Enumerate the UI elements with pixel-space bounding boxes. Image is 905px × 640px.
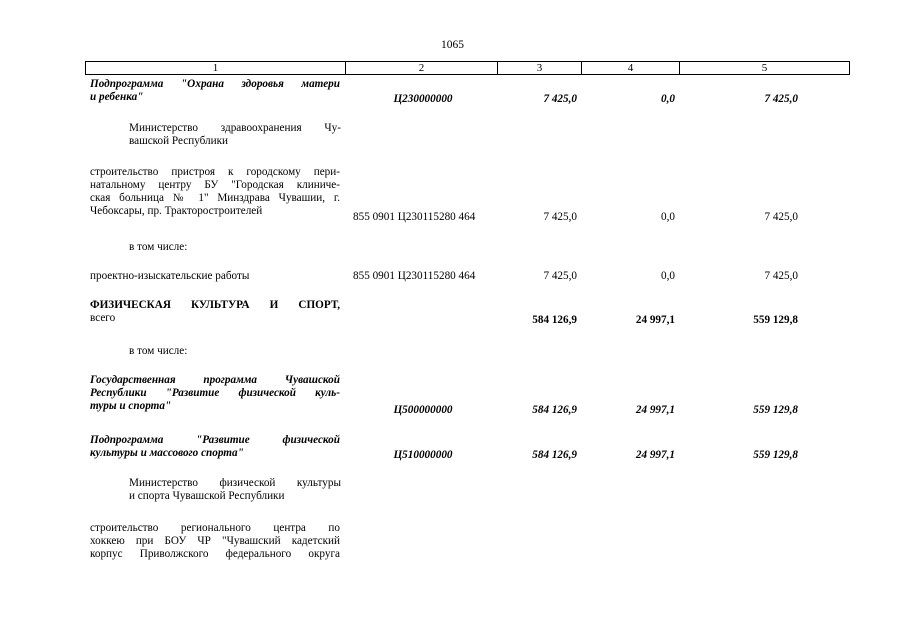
row-name-line: Государственная программа Чувашской bbox=[90, 374, 340, 386]
row-name-line: Чебоксары, пр. Тракторостроителей bbox=[90, 205, 263, 217]
row-code: Ц500000000 bbox=[393, 404, 453, 416]
row-name bbox=[90, 78, 340, 104]
row-name-line: натальному центру БУ "Городская клиниче- bbox=[90, 179, 340, 191]
row-name bbox=[129, 477, 341, 503]
row-value-5: 7 425,0 bbox=[764, 270, 798, 282]
row-name-line: Министерство физической культуры bbox=[129, 477, 341, 489]
row-value-3: 7 425,0 bbox=[543, 93, 577, 105]
row-name-line: и спорта Чувашской Республики bbox=[129, 490, 285, 502]
table-header bbox=[85, 61, 850, 75]
row-name bbox=[90, 374, 340, 413]
header-col-1: 1 bbox=[86, 62, 346, 74]
row-name-line: культуры и массового спорта" bbox=[90, 447, 244, 459]
row-name-line: в том числе: bbox=[129, 345, 188, 357]
row-value-3: 584 126,9 bbox=[532, 314, 577, 326]
row-value-5: 7 425,0 bbox=[764, 93, 798, 105]
row-name bbox=[90, 166, 340, 218]
row-value-3: 584 126,9 bbox=[532, 449, 577, 461]
row-name-line: Подпрограмма "Развитие физической bbox=[90, 434, 340, 446]
row-name-line: проектно-изыскательские работы bbox=[90, 270, 250, 282]
row-name-line: строительство регионального центра по bbox=[90, 522, 340, 534]
header-col-4: 4 bbox=[582, 62, 680, 74]
row-value-3: 7 425,0 bbox=[543, 211, 577, 223]
row-value-4: 24 997,1 bbox=[635, 404, 675, 416]
row-value-4: 24 997,1 bbox=[635, 449, 675, 461]
row-name bbox=[90, 270, 340, 283]
row-value-4: 0,0 bbox=[661, 211, 675, 223]
row-code: 855 0901 Ц230115280 464 bbox=[353, 270, 476, 282]
row-name-line: ФИЗИЧЕСКАЯ КУЛЬТУРА И СПОРТ, bbox=[90, 299, 340, 311]
row-name bbox=[129, 241, 341, 254]
row-value-5: 559 129,8 bbox=[753, 404, 798, 416]
header-col-2: 2 bbox=[346, 62, 498, 74]
row-name bbox=[129, 345, 341, 358]
row-name-line: Подпрограмма "Охрана здоровья матери bbox=[90, 78, 340, 90]
row-name-line: всего bbox=[90, 312, 116, 324]
row-name bbox=[90, 299, 340, 325]
row-name-line: Министерство здравоохранения Чу- bbox=[129, 122, 341, 134]
header-col-5: 5 bbox=[761, 62, 768, 74]
row-value-5: 7 425,0 bbox=[764, 211, 798, 223]
row-name-line: хоккею при БОУ ЧР "Чувашский кадетский bbox=[90, 535, 340, 547]
row-code: Ц510000000 bbox=[393, 449, 453, 461]
row-name bbox=[90, 434, 340, 460]
row-name-line: вашской Республики bbox=[129, 135, 229, 147]
row-name bbox=[129, 122, 341, 148]
row-name bbox=[90, 522, 340, 561]
row-name-line: в том числе: bbox=[129, 241, 188, 253]
row-name-line: туры и спорта" bbox=[90, 400, 172, 412]
row-name-line: Республики "Развитие физической куль- bbox=[90, 387, 340, 399]
row-code: 855 0901 Ц230115280 464 bbox=[353, 211, 476, 223]
row-value-4: 0,0 bbox=[661, 270, 675, 282]
row-name-line: строительство пристроя к городскому пери- bbox=[90, 166, 340, 178]
row-value-3: 7 425,0 bbox=[543, 270, 577, 282]
header-col-3: 3 bbox=[498, 62, 582, 74]
row-name-line: и ребенка" bbox=[90, 91, 144, 103]
row-name-line: корпус Приволжского федерального округа bbox=[90, 548, 340, 560]
page-number: 1065 bbox=[441, 39, 464, 51]
row-name-line: ская больница № 1" Минздрава Чувашии, г. bbox=[90, 192, 340, 204]
row-value-4: 24 997,1 bbox=[635, 314, 675, 326]
row-value-4: 0,0 bbox=[661, 93, 675, 105]
row-value-3: 584 126,9 bbox=[532, 404, 577, 416]
row-code: Ц230000000 bbox=[393, 93, 453, 105]
row-value-5: 559 129,8 bbox=[753, 449, 798, 461]
row-value-5: 559 129,8 bbox=[753, 314, 798, 326]
